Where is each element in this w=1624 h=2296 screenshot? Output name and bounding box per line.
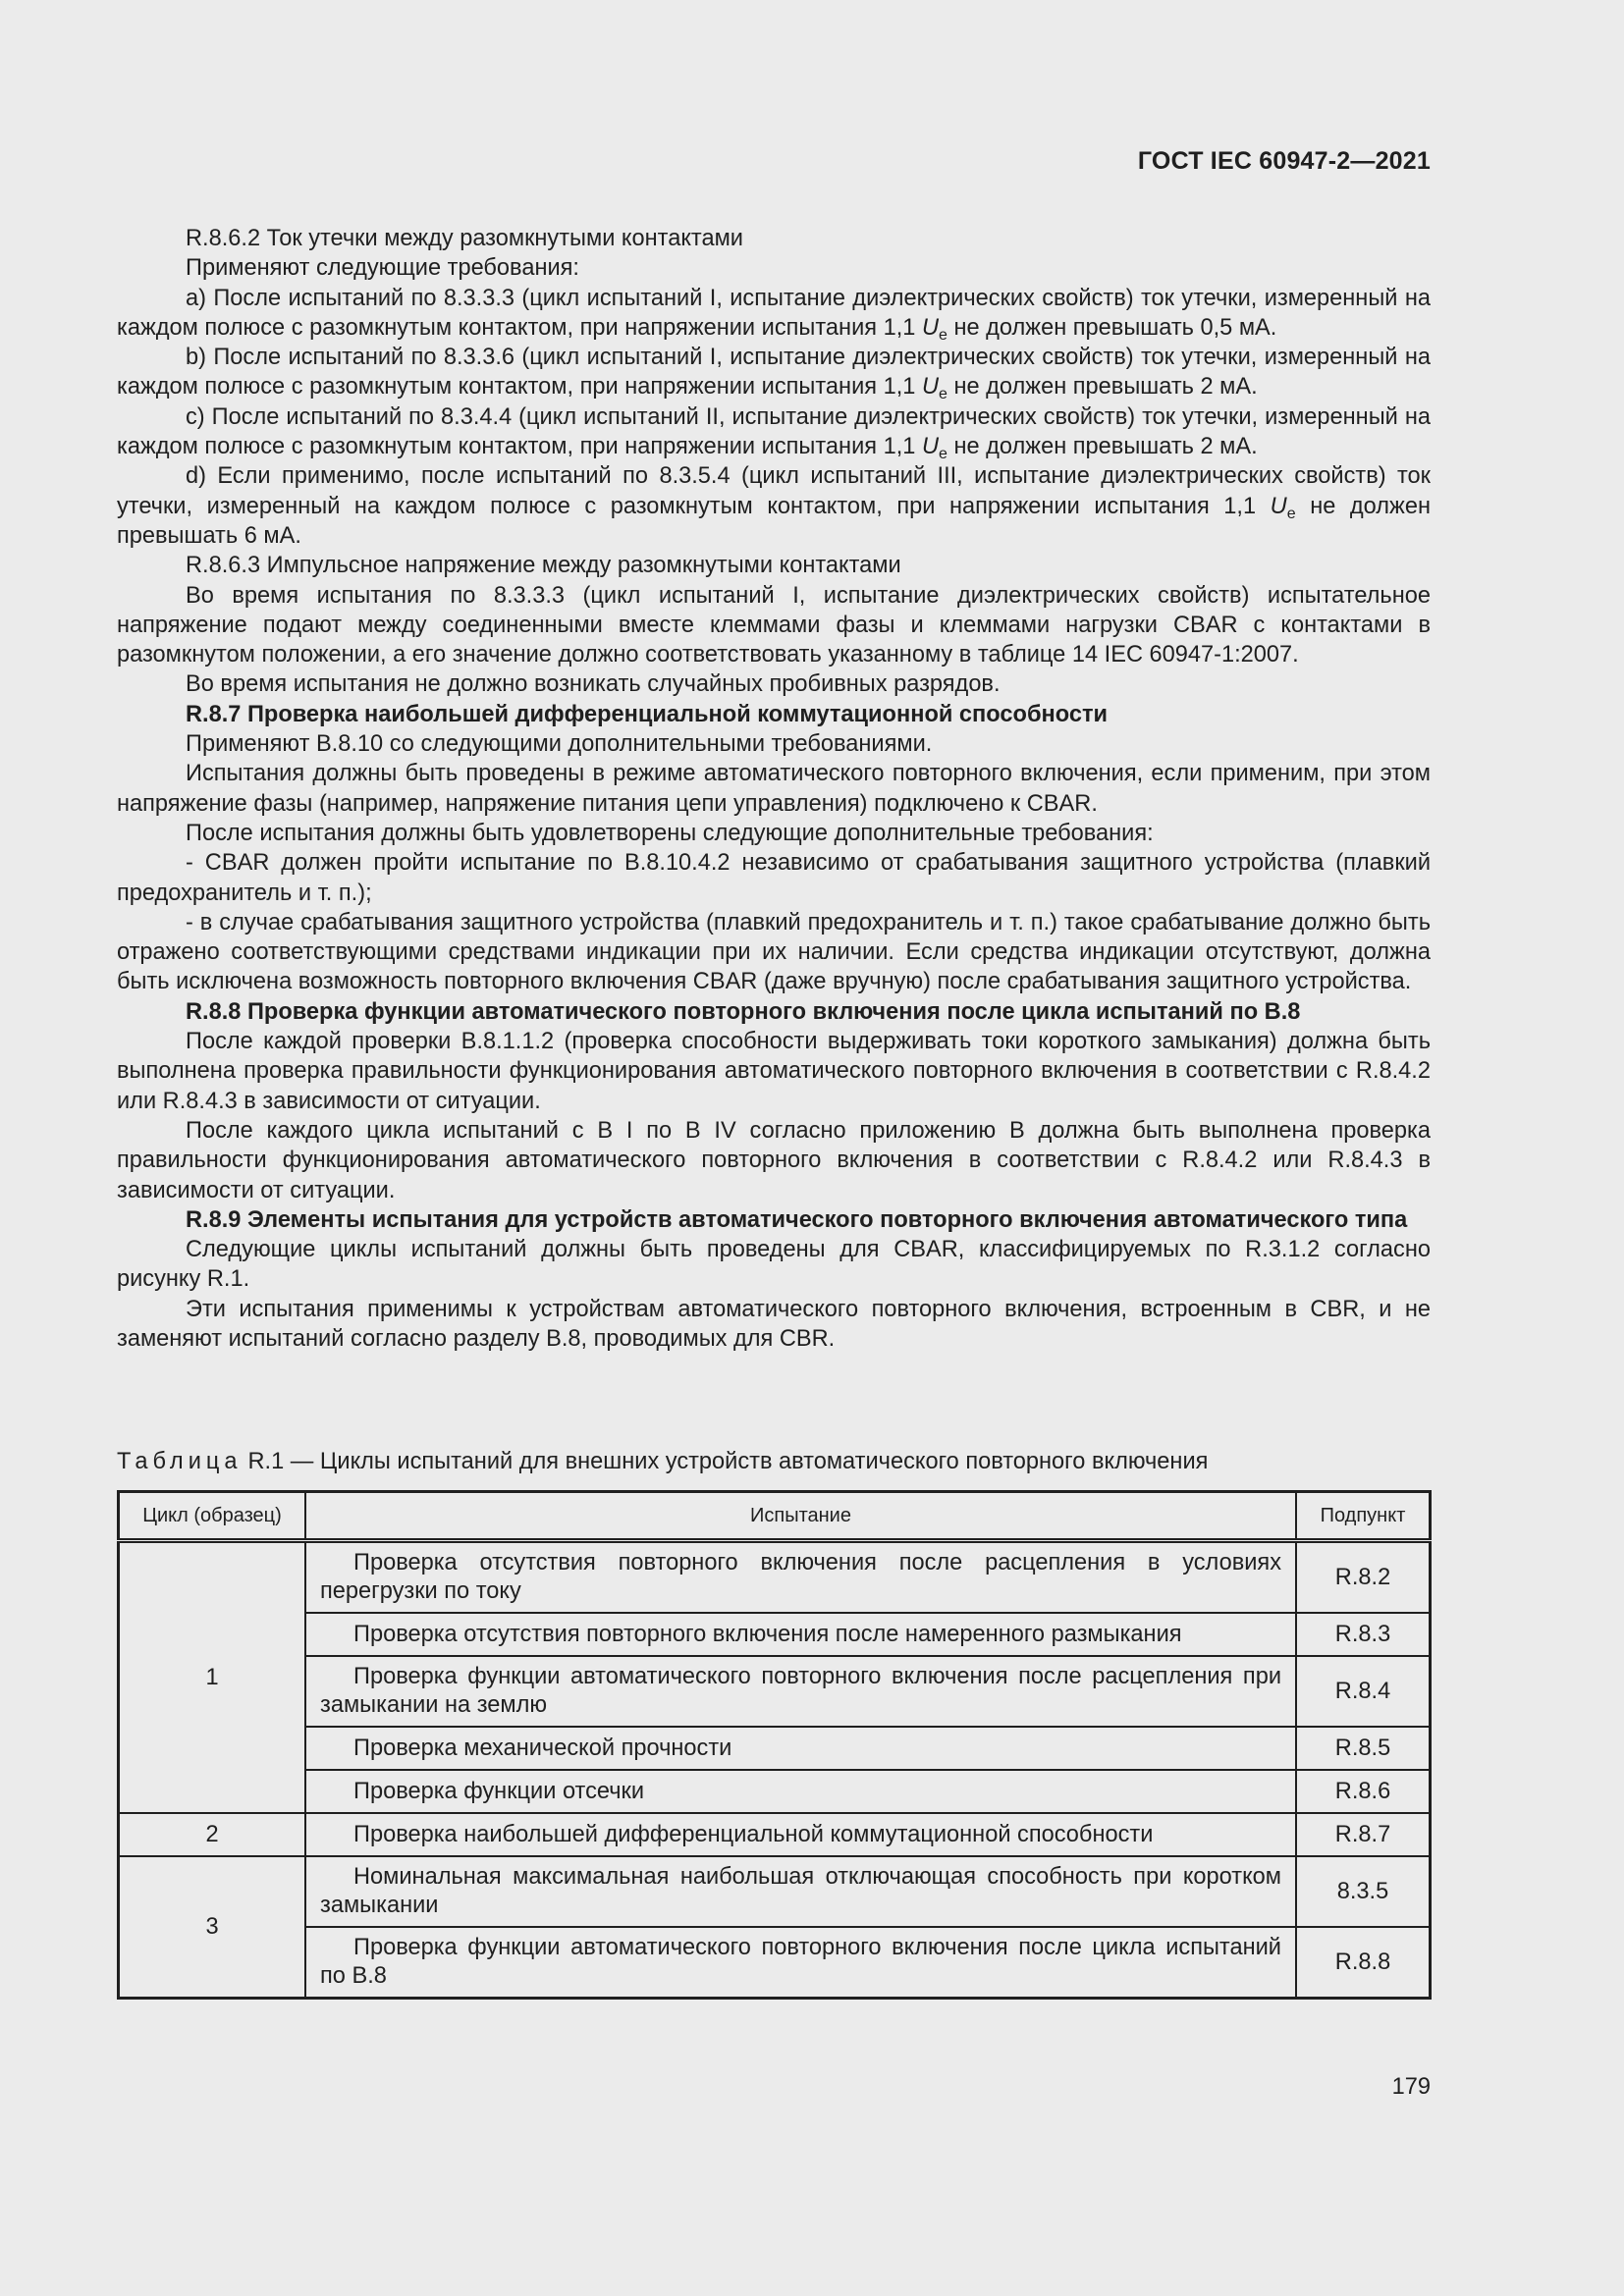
voltage-symbol: U xyxy=(1270,493,1287,519)
table-row xyxy=(119,1541,1431,1614)
subclause-cell: R.8.3 xyxy=(1296,1613,1431,1656)
paragraph: Применяют B.8.10 со следующими дополнительными требованиями. xyxy=(186,731,933,758)
voltage-symbol: U xyxy=(921,314,939,341)
test-cell: Проверка функции автоматического повторного включения после расцепления при замыкании на землю xyxy=(305,1656,1296,1727)
paragraph: Следующие циклы испытаний должны быть проведены для CBAR, классифицируемых по R.3.1.2 согласно рисунку R.1. xyxy=(117,1237,1431,1293)
test-cell: Проверка отсутствия повторного включения после расцепления в условиях перегрузки по току xyxy=(305,1541,1296,1614)
table-caption xyxy=(117,1449,1431,1475)
paragraph-text: d) Если применимо, после испытаний по 8.3.5.4 (цикл испытаний III, испытание диэлектрических свойств) ток утечки, измеренный на каждом полюсе с разомкнутым контактом, при напряжении испытания 1,1 xyxy=(117,463,1431,519)
voltage-subscript: e xyxy=(938,386,947,403)
table-row xyxy=(119,1813,1431,1856)
subclause-cell: R.8.4 xyxy=(1296,1656,1431,1727)
subclause-cell: 8.3.5 xyxy=(1296,1856,1431,1927)
page-number: 179 xyxy=(1391,2074,1431,2100)
subclause-cell: R.8.8 xyxy=(1296,1927,1431,1999)
paragraph-text: c) После испытаний по 8.3.4.4 (цикл испытаний II, испытание диэлектрических свойств) ток утечки, измеренный на каждом полюсе с разомкнутым контактом, при напряжении испытания 1,1 xyxy=(117,403,1431,460)
subclause-cell: R.8.6 xyxy=(1296,1770,1431,1813)
table-row xyxy=(119,1927,1431,1999)
voltage-symbol: U xyxy=(921,434,939,460)
cycle-cell: 2 xyxy=(119,1813,306,1856)
table-row xyxy=(119,1727,1431,1770)
test-cell: Проверка механической прочности xyxy=(305,1727,1296,1770)
table-body xyxy=(119,1541,1431,1999)
table-header-row xyxy=(119,1492,1431,1541)
test-cell: Проверка функции отсечки xyxy=(305,1770,1296,1813)
paragraph: - в случае срабатывания защитного устройства (плавкий предохранитель и т. п.) такое срабатывание должно быть отражено соответствующими средствами индикации при их наличии. Если средства индикации отсутствуют, должна быть исключена возможность повторного включения CBAR (даже вручную) после срабатывания защитного устройства. xyxy=(117,909,1431,995)
table-row xyxy=(119,1770,1431,1813)
paragraph-text: b) После испытаний по 8.3.3.6 (цикл испытаний I, испытание диэлектрических свойств) ток утечки, измеренный на каждом полюсе с разомкнутым контактом, при напряжении испытания 1,1 xyxy=(117,345,1431,400)
paragraph: Применяют следующие требования: xyxy=(186,255,579,282)
test-cycles-table xyxy=(117,1490,1432,2000)
section-heading: R.8.9 Элементы испытания для устройств автоматического повторного включения автоматического типа xyxy=(186,1206,1408,1233)
paragraph: После каждой проверки B.8.1.1.2 (проверка способности выдерживать токи короткого замыкания) должна быть выполнена проверка правильности функционирования автоматического повторного включения в соответствии с R.8.4.2 или R.8.4.3 в зависимости от ситуации. xyxy=(117,1029,1431,1114)
paragraph: R.8.6.3 Импульсное напряжение между разомкнутыми контактами xyxy=(186,553,901,579)
section-heading: R.8.7 Проверка наибольшей дифференциальной коммутационной способности xyxy=(186,701,1109,727)
paragraph xyxy=(117,284,1431,344)
paragraph: После испытания должны быть удовлетворены следующие дополнительные требования: xyxy=(186,820,1154,846)
voltage-subscript: e xyxy=(938,326,947,344)
paragraph: - CBAR должен пройти испытание по B.8.10.4.2 независимо от срабатывания защитного устройства (плавкий предохранитель и т. п.); xyxy=(117,850,1431,906)
header-cycle: Цикл (образец) xyxy=(119,1492,306,1541)
test-cell: Проверка отсутствия повторного включения после намеренного размыкания xyxy=(305,1613,1296,1656)
paragraph xyxy=(117,402,1431,462)
test-cell: Проверка наибольшей дифференциальной коммутационной способности xyxy=(305,1813,1296,1856)
paragraph: Во время испытания по 8.3.3.3 (цикл испытаний I, испытание диэлектрических свойств) испытательное напряжение подают между соединенными вместе клеммами фазы и клеммами нагрузки CBAR с контактами в разомкнутом положении, а его значение должно соответствовать указанному в таблице 14 IEC 60947-1:2007. xyxy=(117,582,1431,668)
document-header: ГОСТ IEC 60947-2—2021 xyxy=(1137,147,1431,175)
paragraph-text: не должен превышать 0,5 мА. xyxy=(947,314,1277,341)
paragraph-text: не должен превышать 2 мА. xyxy=(947,374,1258,400)
paragraph: Во время испытания не должно возникать случайных пробивных разрядов. xyxy=(186,671,1001,698)
paragraph xyxy=(117,461,1431,551)
paragraph: После каждого цикла испытаний с B I по B IV согласно приложению B должна быть выполнена проверка правильности функционирования автоматического повторного включения в соответствии с R.8.4.2 или R.8.4.3 в зависимости от ситуации. xyxy=(117,1117,1431,1203)
paragraph-text: a) После испытаний по 8.3.3.3 (цикл испытаний I, испытание диэлектрических свойств) ток утечки, измеренный на каждом полюсе с разомкнутым контактом, при напряжении испытания 1,1 xyxy=(117,285,1431,341)
table-caption-text: R.1 — Циклы испытаний для внешних устройств автоматического повторного включения xyxy=(247,1449,1209,1474)
table-caption-label: Таблица xyxy=(117,1449,243,1474)
paragraph xyxy=(117,343,1431,402)
table-row xyxy=(119,1656,1431,1727)
cycle-cell: 1 xyxy=(119,1541,306,1814)
table-row xyxy=(119,1613,1431,1656)
voltage-subscript: e xyxy=(1286,505,1296,522)
voltage-symbol: U xyxy=(921,374,939,400)
subclause-cell: R.8.7 xyxy=(1296,1813,1431,1856)
voltage-subscript: e xyxy=(938,446,947,463)
test-cell: Проверка функции автоматического повторного включения после цикла испытаний по B.8 xyxy=(305,1927,1296,1999)
paragraph: Эти испытания применимы к устройствам автоматического повторного включения, встроенным в CBR, и не заменяют испытаний согласно разделу B.8, проводимых для CBR. xyxy=(117,1296,1431,1352)
subclause-cell: R.8.2 xyxy=(1296,1541,1431,1614)
subclause-cell: R.8.5 xyxy=(1296,1727,1431,1770)
body-text xyxy=(117,224,1431,1354)
test-cell: Номинальная максимальная наибольшая отключающая способность при коротком замыкании xyxy=(305,1856,1296,1927)
paragraph-text: не должен превышать 6 мА. xyxy=(117,493,1431,549)
paragraph: Испытания должны быть проведены в режиме автоматического повторного включения, если применим, при этом напряжение фазы (например, напряжение питания цепи управления) подключено к CBAR. xyxy=(117,761,1431,817)
table-row xyxy=(119,1856,1431,1927)
cycle-cell: 3 xyxy=(119,1856,306,1999)
paragraph-text: не должен превышать 2 мА. xyxy=(947,434,1258,460)
header-subclause: Подпункт xyxy=(1296,1492,1431,1541)
section-heading: R.8.8 Проверка функции автоматического повторного включения после цикла испытаний по B.8 xyxy=(186,998,1301,1025)
paragraph: R.8.6.2 Ток утечки между разомкнутыми контактами xyxy=(186,226,743,251)
header-test: Испытание xyxy=(305,1492,1296,1541)
